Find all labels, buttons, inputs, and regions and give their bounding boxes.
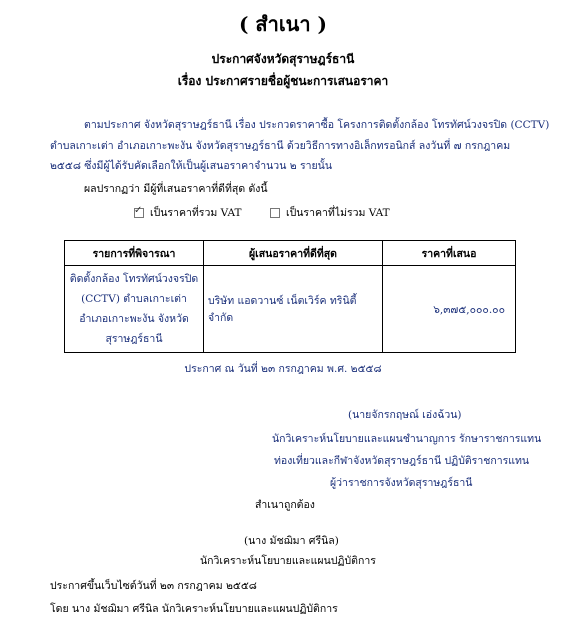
document-title: ( สำเนา ): [238, 12, 328, 36]
body-paragraph-line-2: ตำบลเกาะเต่า อำเภอเกาะพะงัน จังหวัดสุราษฎร์ธานี ด้วยวิธีการทางอิเล็กทรอนิกส์ ลงวันที่ ๗ กรกฎาคม: [50, 140, 511, 152]
certified-copy-label: สำเนาถูกต้อง: [255, 499, 315, 511]
announcement-date: ประกาศ ณ วันที่ ๒๓ กรกฎาคม พ.ศ. ๒๕๕๘: [184, 363, 382, 375]
body-paragraph-line-1: ตามประกาศ จังหวัดสุราษฎร์ธานี เรื่อง ประกวดราคาซื้อ โครงการติดตั้งกล้อง โทรทัศน์วงจรปิด (CCTV): [84, 119, 550, 131]
table-row: [65, 266, 516, 353]
certifier-position: นักวิเคราะห์นโยบายและแผนปฏิบัติการ: [200, 555, 376, 567]
vat-included-option[interactable]: [134, 204, 242, 221]
header-item: รายการที่พิจารณา: [65, 241, 204, 266]
header-bidder: ผู้เสนอราคาที่ดีที่สุด: [204, 241, 383, 266]
vat-excluded-option[interactable]: [270, 204, 390, 221]
vat-excluded-checkbox[interactable]: [270, 208, 280, 218]
body-paragraph-line-3: ๒๕๕๘ ซึ่งมีผู้ได้รับคัดเลือกให้เป็นผู้เสนอราคาจำนวน ๒ รายนั้น: [50, 160, 333, 172]
bid-results-table: [64, 240, 516, 353]
result-line: ผลปรากฏว่า มีผู้ที่เสนอราคาที่ดีที่สุด ดังนี้: [84, 183, 268, 195]
table-header-row: [65, 241, 516, 266]
vat-excluded-label: เป็นราคาที่ไม่รวม VAT: [286, 207, 390, 219]
signer-position-3: ผู้ว่าราชการจังหวัดสุราษฎร์ธานี: [330, 477, 473, 489]
vat-included-checkbox[interactable]: [134, 208, 144, 218]
posted-by-line: โดย นาง มัชฌิมา ศรีนิล นักวิเคราะห์นโยบายและแผนปฏิบัติการ: [50, 603, 338, 615]
cell-price: ๖,๓๗๕,๐๐๐.๐๐: [383, 266, 516, 353]
cell-bidder: บริษัท แอดวานซ์ เน็ตเวิร์ค ทรินิตี้ จำกัด: [204, 266, 383, 353]
signer-name: (นายจักรกฤษณ์ เอ่งฉ้วน): [348, 409, 462, 421]
header-price: ราคาที่เสนอ: [383, 241, 516, 266]
heading-subject: เรื่อง ประกาศรายชื่อผู้ชนะการเสนอราคา: [177, 74, 389, 88]
heading-province: ประกาศจังหวัดสุราษฎร์ธานี: [211, 52, 355, 66]
vat-included-label: เป็นราคาที่รวม VAT: [150, 207, 242, 219]
certifier-name: (นาง มัชฌิมา ศรีนิล): [244, 535, 339, 547]
posted-date-line: ประกาศขึ้นเว็บไซต์วันที่ ๒๓ กรกฎาคม ๒๕๕๘: [50, 580, 257, 592]
cell-item: ติดตั้งกล้อง โทรทัศน์วงจรปิด (CCTV) ตำบลเกาะเต่า อำเภอเกาะพะงัน จังหวัดสุราษฎร์ธานี: [65, 266, 204, 353]
signer-position-2: ท่องเที่ยวและกีฬาจังหวัดสุราษฎร์ธานี ปฏิบัติราชการแทน: [274, 455, 530, 467]
signer-position-1: นักวิเคราะห์นโยบายและแผนชำนาญการ รักษาราชการแทน: [272, 433, 542, 445]
